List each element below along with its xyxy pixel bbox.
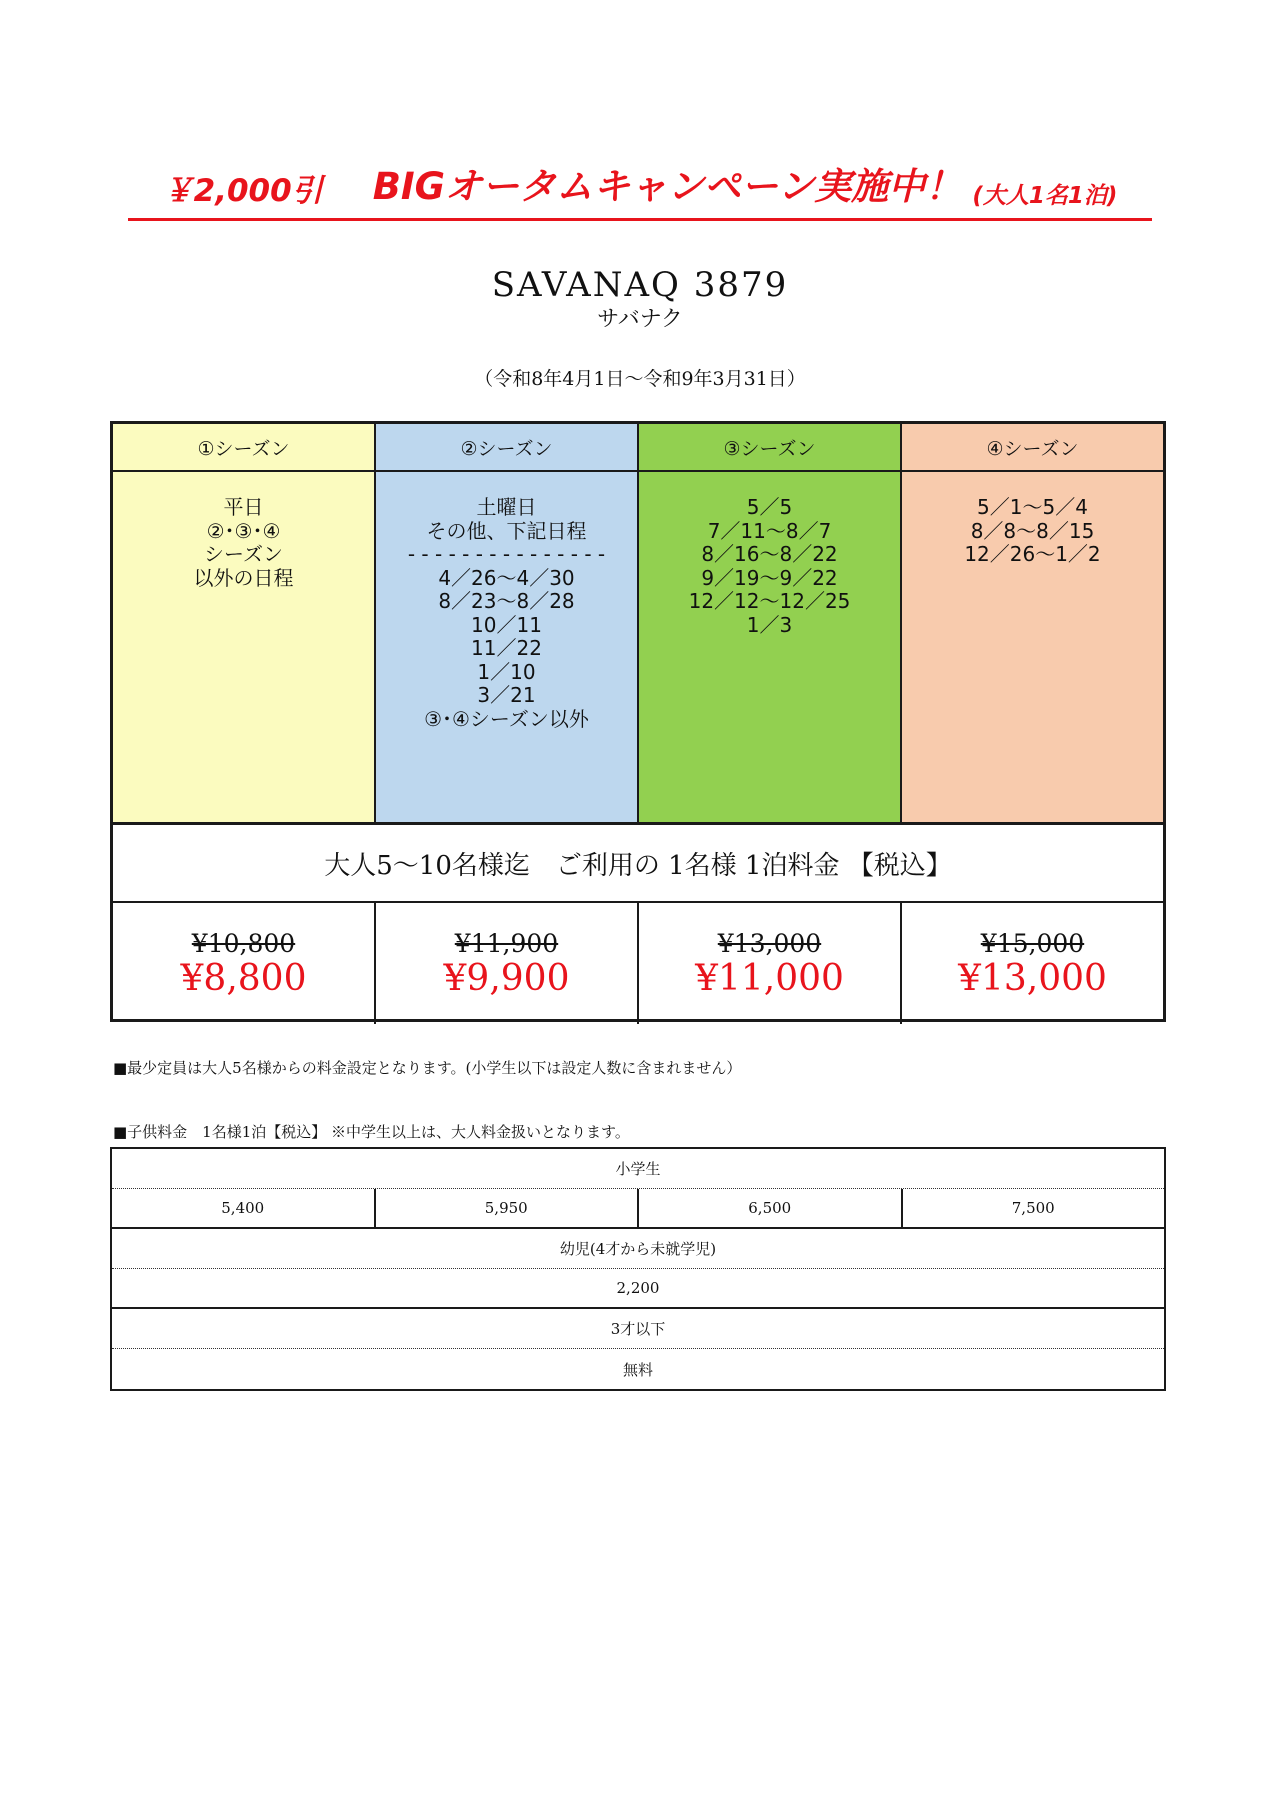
price-row [113, 903, 1163, 1024]
season-4-dates: 5／1～5／4 8／8～8／15 12／26～1／2 [902, 472, 1163, 822]
new-price: ¥13,000 [958, 957, 1107, 999]
season-1-dates: 平日 ②･③･④ シーズン 以外の日程 [113, 472, 376, 822]
season-2-price [376, 903, 639, 1024]
child-price-table [110, 1147, 1166, 1391]
season-1-header: ①シーズン [113, 424, 376, 470]
banner-discount: ￥2,000引 [162, 173, 323, 209]
season-3-dates: 5／5 7／11～8／7 8／16～8／22 9／19～9／22 12／12～12／25 1／3 [639, 472, 902, 822]
elementary-price-season-3: 6,500 [639, 1189, 903, 1227]
page-title: SAVANAQ 3879 [491, 265, 789, 305]
season-price-table [110, 421, 1166, 1022]
page-subtitle: サバナク [597, 307, 683, 332]
price-table-title: 大人5～10名様迄 ご利用の 1名様 1泊料金 【税込】 [113, 825, 1163, 903]
season-1-price [113, 903, 376, 1024]
old-price: ¥13,000 [717, 928, 822, 958]
banner-note: (大人1名1泊) [972, 183, 1118, 209]
old-price: ¥10,800 [191, 928, 296, 958]
old-price: ¥15,000 [980, 928, 1085, 958]
validity-period: （令和8年4月1日～令和9年3月31日） [474, 368, 806, 390]
minimum-guests-note: ■最少定員は大人5名様からの料金設定となります。(小学生以下は設定人数に含まれません） [113, 1059, 742, 1077]
elementary-price-season-2: 5,950 [376, 1189, 640, 1227]
season-3-price [639, 903, 902, 1024]
old-price: ¥11,900 [454, 928, 559, 958]
season-2-header: ②シーズン [376, 424, 639, 470]
new-price: ¥11,000 [695, 957, 844, 999]
season-4-header: ④シーズン [902, 424, 1163, 470]
elementary-price-row [112, 1189, 1164, 1229]
season-dates-row [113, 472, 1163, 825]
toddler-label: 3才以下 [112, 1309, 1164, 1349]
new-price: ¥8,800 [180, 957, 307, 999]
elementary-price-season-1: 5,400 [112, 1189, 376, 1227]
season-3-header: ③シーズン [639, 424, 902, 470]
preschool-price: 2,200 [112, 1269, 1164, 1309]
season-header-row [113, 424, 1163, 472]
season-2-dates: 土曜日 その他、下記日程 - - - - - - - - - - - - - - - 4／26～4／30 8／23～8／28 10／11 11／22 1／10 3／21 ③･④シーズン以外 [376, 472, 639, 822]
elementary-price-season-4: 7,500 [1011, 1199, 1055, 1217]
child-price-heading: ■子供料金 1名様1泊【税込】 ※中学生以上は、大人料金扱いとなります。 [113, 1123, 630, 1141]
banner-main-text: BIGオータムキャンペーン実施中！ [372, 165, 963, 208]
elementary-label: 小学生 [112, 1149, 1164, 1189]
preschool-label: 幼児(4才から未就学児) [112, 1229, 1164, 1269]
campaign-banner [128, 160, 1152, 221]
season-4-price [902, 903, 1163, 1024]
toddler-price: 無料 [622, 1360, 653, 1379]
new-price: ¥9,900 [443, 957, 570, 999]
